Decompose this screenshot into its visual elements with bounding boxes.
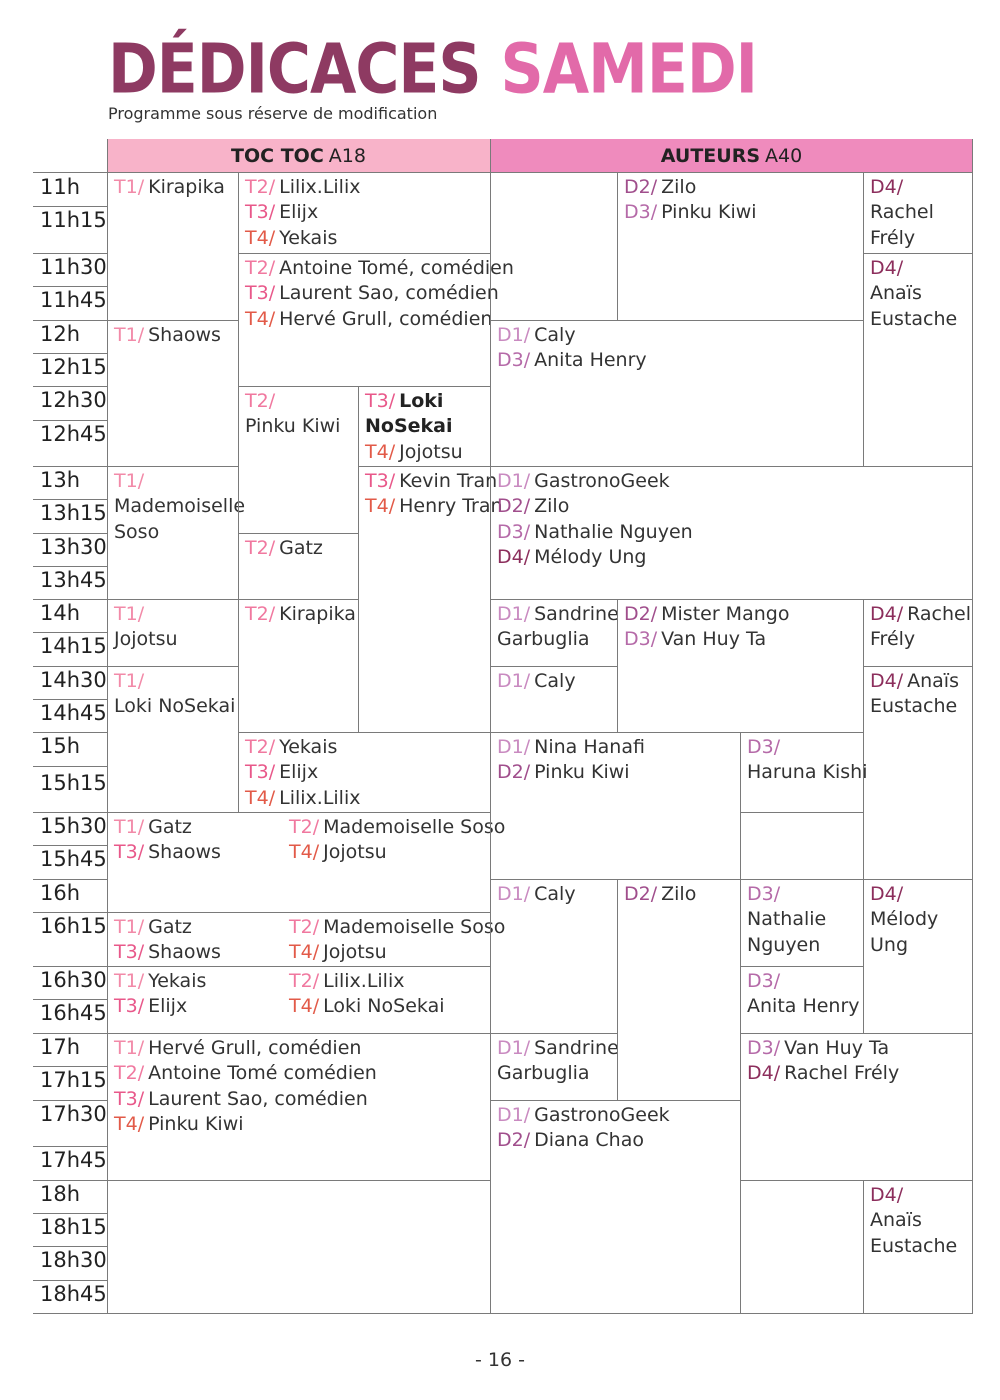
table-code: D3/ bbox=[624, 201, 658, 224]
time-label: 14h15 bbox=[40, 634, 107, 658]
author-name: Lilix.Lilix bbox=[279, 176, 361, 198]
author-name: Laurent Sao, comédien bbox=[279, 282, 499, 305]
header-aut-name: AUTEURS bbox=[660, 144, 761, 167]
table-code: D2/ bbox=[497, 495, 531, 518]
table-code: D1/ bbox=[497, 1104, 531, 1126]
time-label: 16h15 bbox=[40, 914, 107, 938]
time-label: 12h30 bbox=[40, 388, 107, 412]
time-label: 15h15 bbox=[40, 771, 107, 795]
author-name: Nathalie bbox=[747, 908, 827, 931]
table-code: D3/ bbox=[497, 520, 531, 543]
time-label: 14h45 bbox=[40, 701, 107, 725]
author-name: Van Huy Ta bbox=[661, 628, 767, 651]
author-name: Nguyen bbox=[747, 933, 821, 956]
time-label: 17h30 bbox=[40, 1102, 107, 1126]
table-code: D1/ bbox=[497, 1037, 531, 1059]
time-label: 18h45 bbox=[40, 1282, 107, 1306]
author-name: Garbuglia bbox=[497, 1062, 590, 1085]
author-name: Anaïs bbox=[907, 670, 959, 692]
table-code: D1/ bbox=[497, 324, 531, 346]
author-name: Yekais bbox=[279, 226, 338, 249]
author-name: Sandrine bbox=[534, 603, 619, 625]
time-label: 13h bbox=[40, 468, 81, 492]
author-name: Mister Mango bbox=[661, 603, 790, 625]
author-name: Zilo bbox=[661, 176, 697, 198]
time-label: 15h bbox=[40, 734, 81, 758]
author-name: Mélody Ung bbox=[534, 545, 647, 568]
author-name: Mademoiselle Soso bbox=[323, 816, 506, 838]
author-name: Soso bbox=[114, 520, 160, 543]
author-name: Laurent Sao, comédien bbox=[148, 1087, 368, 1110]
author-name: Sandrine bbox=[534, 1037, 619, 1059]
author-name: Diana Chao bbox=[534, 1129, 644, 1152]
table-code: T2/ bbox=[245, 537, 276, 559]
author-name: Loki NoSekai bbox=[114, 695, 236, 718]
table-code: D1/ bbox=[497, 883, 531, 905]
author-name: Lilix.Lilix bbox=[323, 970, 405, 992]
author-name: Jojotsu bbox=[399, 440, 463, 463]
author-name: Loki bbox=[399, 390, 444, 412]
table-code: D4/ bbox=[870, 883, 904, 905]
author-name: Gatz bbox=[148, 816, 192, 838]
time-label: 16h bbox=[40, 881, 81, 905]
subtitle: Programme sous réserve de modification bbox=[108, 104, 438, 123]
table-code: D3/ bbox=[624, 628, 658, 651]
table-code: D2/ bbox=[497, 1129, 531, 1152]
author-name: Jojotsu bbox=[323, 941, 387, 964]
table-code: D3/ bbox=[747, 736, 781, 758]
table-code: T2/ bbox=[114, 1062, 145, 1085]
author-name: Ung bbox=[870, 933, 909, 956]
table-code: T3/ bbox=[114, 1087, 145, 1110]
time-label: 11h30 bbox=[40, 255, 107, 279]
table-code: T4/ bbox=[365, 495, 396, 518]
table-code: T2/ bbox=[245, 603, 276, 625]
header-aut-code: A40 bbox=[765, 144, 803, 167]
author-name: Jojotsu bbox=[323, 841, 387, 864]
time-label: 14h30 bbox=[40, 668, 107, 692]
author-name: Gatz bbox=[279, 537, 323, 559]
author-name: Frély bbox=[870, 226, 916, 249]
time-label: 11h bbox=[40, 175, 81, 199]
author-name: Mélody bbox=[870, 908, 939, 931]
author-name: Eustache bbox=[870, 307, 958, 330]
table-code: T3/ bbox=[245, 282, 276, 305]
time-label: 17h45 bbox=[40, 1148, 107, 1172]
author-name: Antoine Tomé, comédien bbox=[279, 257, 514, 279]
author-name: Anaïs bbox=[870, 282, 922, 305]
table-code: T1/ bbox=[114, 603, 145, 625]
author-name: Rachel bbox=[870, 201, 934, 224]
author-name: Anaïs bbox=[870, 1209, 922, 1232]
author-name: Caly bbox=[534, 883, 576, 905]
table-code: T1/ bbox=[114, 670, 145, 692]
time-label: 12h bbox=[40, 322, 81, 346]
author-name: Yekais bbox=[279, 736, 338, 758]
table-code: T3/ bbox=[114, 995, 145, 1018]
title-word-dedicaces: DÉDICACES bbox=[108, 29, 481, 110]
table-code: D2/ bbox=[624, 883, 658, 905]
author-name: Shaows bbox=[148, 324, 221, 346]
table-code: D3/ bbox=[747, 1037, 781, 1059]
author-name: Zilo bbox=[661, 883, 697, 905]
time-label: 16h30 bbox=[40, 968, 107, 992]
title-word-samedi: SAMEDI bbox=[500, 29, 757, 110]
author-name: Van Huy Ta bbox=[784, 1037, 890, 1059]
table-code: D1/ bbox=[497, 603, 531, 625]
time-label: 18h bbox=[40, 1182, 81, 1206]
table-code: T1/ bbox=[114, 176, 145, 198]
table-code: T4/ bbox=[289, 995, 320, 1018]
table-code: D4/ bbox=[870, 1184, 904, 1206]
time-label: 14h bbox=[40, 601, 81, 625]
author-name: GastronoGeek bbox=[534, 1104, 670, 1126]
table-code: T2/ bbox=[245, 257, 276, 279]
table-code: T4/ bbox=[245, 226, 276, 249]
author-name: Nina Hanafi bbox=[534, 736, 645, 758]
time-label: 13h15 bbox=[40, 501, 107, 525]
author-name: Garbuglia bbox=[497, 628, 590, 651]
table-code: D2/ bbox=[624, 603, 658, 625]
table-code: D2/ bbox=[497, 761, 531, 784]
author-name: Shaows bbox=[148, 841, 221, 864]
table-code: T2/ bbox=[289, 916, 320, 938]
author-name: Lilix.Lilix bbox=[279, 786, 361, 809]
time-label: 15h30 bbox=[40, 814, 107, 838]
author-name: Rachel Frély bbox=[784, 1062, 900, 1085]
table-code: D2/ bbox=[624, 176, 658, 198]
author-name: Elijx bbox=[279, 201, 319, 224]
table-code: T3/ bbox=[114, 841, 145, 864]
time-label: 17h bbox=[40, 1035, 81, 1059]
author-name: Pinku Kiwi bbox=[245, 415, 341, 438]
author-name: Hervé Grull, comédien bbox=[279, 307, 493, 330]
author-name: Zilo bbox=[534, 495, 570, 518]
table-code: T1/ bbox=[114, 470, 145, 492]
page-number: - 16 - bbox=[475, 1349, 525, 1371]
table-code: T2/ bbox=[289, 816, 320, 838]
table-code: T4/ bbox=[114, 1112, 145, 1135]
time-label: 11h45 bbox=[40, 288, 107, 312]
author-name: Elijx bbox=[148, 995, 188, 1018]
table-code: D4/ bbox=[870, 176, 904, 198]
time-label: 12h15 bbox=[40, 355, 107, 379]
table-code: D3/ bbox=[497, 349, 531, 372]
author-name: Anita Henry bbox=[534, 349, 647, 372]
table-code: T2/ bbox=[289, 970, 320, 992]
table-code: D4/ bbox=[870, 257, 904, 279]
table-code: T1/ bbox=[114, 970, 145, 992]
time-label: 15h45 bbox=[40, 847, 107, 871]
header-toc-code: A18 bbox=[328, 144, 366, 167]
author-name: Pinku Kiwi bbox=[534, 761, 630, 784]
author-name: Gatz bbox=[148, 916, 192, 938]
table-code: T1/ bbox=[114, 816, 145, 838]
time-label: 11h15 bbox=[40, 208, 107, 232]
table-code: D3/ bbox=[747, 883, 781, 905]
author-name: Pinku Kiwi bbox=[661, 201, 757, 224]
table-code: T4/ bbox=[245, 307, 276, 330]
author-name: Kirapika bbox=[279, 603, 356, 625]
author-name: Henry Tran bbox=[399, 495, 503, 518]
table-code: D4/ bbox=[870, 603, 904, 625]
author-name: Hervé Grull, comédien bbox=[148, 1037, 362, 1059]
author-name: Kirapika bbox=[148, 176, 225, 198]
author-name: Anita Henry bbox=[747, 995, 860, 1018]
author-name: Shaows bbox=[148, 941, 221, 964]
author-name: Jojotsu bbox=[114, 628, 178, 651]
time-label: 18h15 bbox=[40, 1215, 107, 1239]
time-label: 13h45 bbox=[40, 568, 107, 592]
time-label: 13h30 bbox=[40, 535, 107, 559]
author-name: Haruna Kishi bbox=[747, 761, 868, 784]
author-name: Antoine Tomé comédien bbox=[148, 1062, 377, 1085]
author-name: Caly bbox=[534, 670, 576, 692]
time-label: 16h45 bbox=[40, 1001, 107, 1025]
table-code: D4/ bbox=[497, 545, 531, 568]
header-toc-name: TOC TOC bbox=[231, 144, 324, 167]
table-code: T1/ bbox=[114, 324, 145, 346]
table-code: T2/ bbox=[245, 176, 276, 198]
table-code: T3/ bbox=[245, 761, 276, 784]
author-name: Elijx bbox=[279, 761, 319, 784]
table-code: T4/ bbox=[245, 786, 276, 809]
table-code: D1/ bbox=[497, 736, 531, 758]
author-name: Pinku Kiwi bbox=[148, 1112, 244, 1135]
author-name: Loki NoSekai bbox=[323, 995, 445, 1018]
table-code: T3/ bbox=[245, 201, 276, 224]
table-code: T2/ bbox=[245, 736, 276, 758]
author-name: Kevin Tran bbox=[399, 470, 498, 492]
table-code: D4/ bbox=[870, 670, 904, 692]
author-name: Caly bbox=[534, 324, 576, 346]
table-code: T3/ bbox=[365, 470, 396, 492]
table-code: T3/ bbox=[114, 941, 145, 964]
author-name: Mademoiselle Soso bbox=[323, 916, 506, 938]
table-code: T4/ bbox=[289, 941, 320, 964]
author-name: NoSekai bbox=[365, 415, 453, 438]
author-name: Mademoiselle bbox=[114, 495, 246, 518]
table-code: T1/ bbox=[114, 916, 145, 938]
author-name: Eustache bbox=[870, 695, 958, 718]
table-code: T4/ bbox=[365, 440, 396, 463]
author-name: Rachel bbox=[907, 603, 972, 625]
table-code: D3/ bbox=[747, 970, 781, 992]
table-code: T1/ bbox=[114, 1037, 145, 1059]
author-name: GastronoGeek bbox=[534, 470, 670, 492]
time-label: 12h45 bbox=[40, 422, 107, 446]
author-name: Yekais bbox=[148, 970, 207, 992]
table-code: D1/ bbox=[497, 470, 531, 492]
author-name: Nathalie Nguyen bbox=[534, 520, 693, 543]
table-code: T4/ bbox=[289, 841, 320, 864]
author-name: Frély bbox=[870, 628, 916, 651]
time-label: 17h15 bbox=[40, 1068, 107, 1092]
author-name: Eustache bbox=[870, 1234, 958, 1257]
table-code: T2/ bbox=[245, 390, 276, 412]
time-label: 18h30 bbox=[40, 1248, 107, 1272]
table-code: D1/ bbox=[497, 670, 531, 692]
table-code: T3/ bbox=[365, 390, 396, 412]
table-code: D4/ bbox=[747, 1062, 781, 1085]
